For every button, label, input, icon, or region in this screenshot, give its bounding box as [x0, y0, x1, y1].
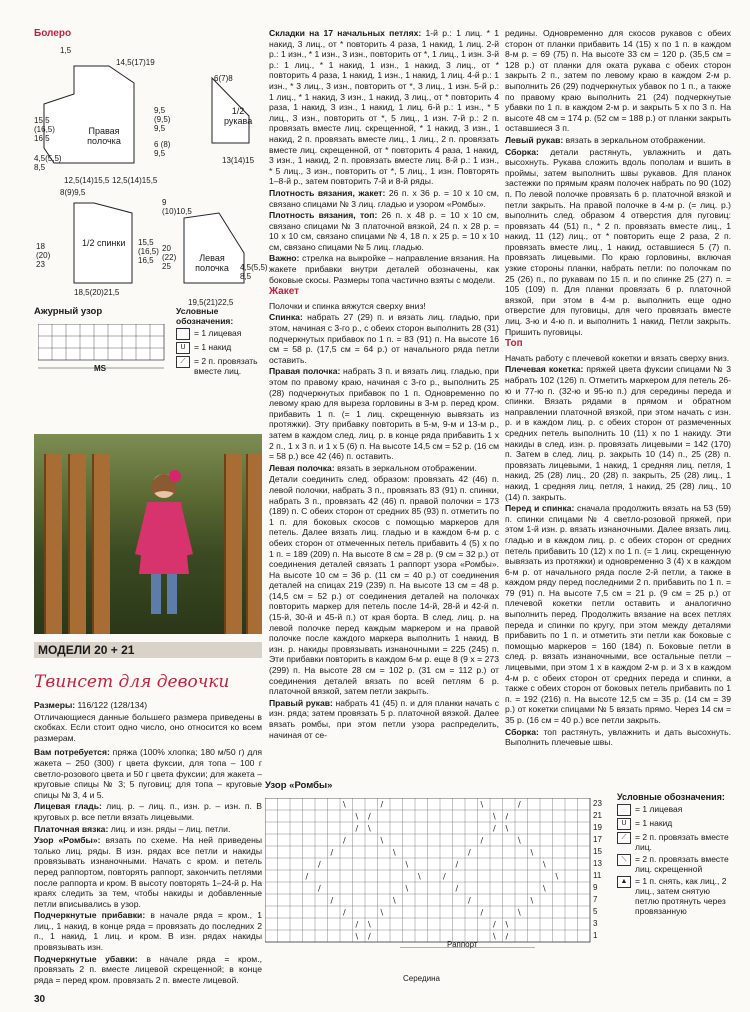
- row-number: 5: [593, 907, 598, 916]
- paragraph: Сборка: топ растянуть, увлажнить и дать высохнуть. Выполнить плечевые швы.: [505, 726, 731, 748]
- section-heading: Жакет: [269, 286, 300, 298]
- chart-symbol: /: [468, 848, 471, 857]
- dim: 9,5 (9,5) 9,5: [154, 106, 171, 133]
- dim: 18 (20) 23: [36, 242, 51, 269]
- chart-symbol: \: [405, 884, 409, 893]
- chart-symbol: /: [368, 812, 371, 821]
- chart-symbol: \: [480, 800, 484, 809]
- chart-symbol: \: [368, 920, 371, 929]
- chart-symbol: /: [355, 920, 359, 929]
- row-number: 15: [593, 847, 602, 856]
- chart-symbol: /: [330, 848, 334, 857]
- left-front-label: Левая полочка: [195, 253, 229, 273]
- chart-symbol: /: [493, 824, 496, 833]
- paragraph: Плотность вязания, жакет: 26 п. х 36 р. = 10 х 10 см, связано спицами № 3 лиц. гладью и узором «Ромбы».: [269, 187, 499, 209]
- dim: 6 (8) 9,5: [154, 140, 171, 158]
- row-number: 21: [593, 811, 602, 820]
- chart-symbol: \: [405, 860, 409, 869]
- row-number: 7: [593, 895, 598, 904]
- paragraph: Подчеркнутые прибавки: в начале ряда = кром., 1 лиц., 1 накид, в конце ряда = провязать до последних 2 п., 1 накид, 1 лиц. и кром. В изн. рядах накиды провязывать изн.: [34, 910, 262, 953]
- paragraph: Отличающиеся данные большего размера приведены в скобках. Если стоит одно число, оно относится ко всем размерам.: [34, 711, 262, 743]
- back-label: 1/2 спинки: [82, 238, 126, 248]
- legend-row: [176, 342, 262, 354]
- legend-text: = 2 п. провязать вместе лиц.: [194, 356, 258, 376]
- knit-icon: [617, 804, 631, 816]
- legend-text: = 1 лицевая: [194, 328, 242, 338]
- chart-symbol: /: [330, 896, 334, 905]
- paragraph: Плечевая кокетка: пряжей цвета фуксии спицами № 3 набрать 102 (126) п. Отметить маркером для петель 26-ю и 77-ю п. (32-ю и 95-ю п.) для середины переда и спинки. Вязать рядами в прямом и обратном направлении платочной вязкой, при этом начать с изн. р. и в каждом лиц. р. с обеих сторон от размеченных средних петель выполнить 10 (11) x по 1 накиду. Эти накиды в след. изн. р. провязать лицевыми = 142 (170) п. Затем в след. лиц. р. закрыть 10 (14) п., 25 (28) п. провязать лицевыми, 1 накид, 1 средняя лиц. петля, 1 накид, 25 (28) лиц., 20 (28) п. закрыть, 25 (28) лиц., 1 накид, 1 средняя лиц. петля, 1 накид, 25 (28) лиц., 10 (14) п. закрыть.: [505, 364, 731, 502]
- dim: 14,5(17)19: [116, 58, 155, 67]
- chart-symbol: \: [493, 932, 496, 941]
- chart-symbol: /: [318, 860, 321, 869]
- paragraph: редины. Одновременно для скосов рукавов с обеих сторон от планки прибавить 14 (15) х по 1 п. в каждом 8-м р. = 69 (75) п. На высоте 33 см = 120 р. (35,5 см = 128 р.) от планки для оката рукава с обеих сторон закрыть 2 п., затем по левому краю в каждом 2-м р. выполнить 26 (29) подчеркнутых убавок по 1 п., а также по правому краю выполнить 21 (24) подчеркнутые убавки по 1 п. в каждом 2-м р. и закрыть 5 х по 3 п. На высоте 48 см = 174 р. (52 см = 188 р.) от планки закрыть оставшиеся 3 п.: [505, 28, 731, 134]
- paragraph: Полочки и спинка вяжутся сверху вниз!: [269, 300, 426, 311]
- paragraph: Плотность вязания, топ: 26 п. х 48 р. = 10 х 10 см, связано спицами № 3 платочной вязкой, 24 п. х 28 р. = 10 х 10 см, связано спицами № 4, 18 п. х 25 р. = 10 х 10 см, связано спицами № 5 лиц. гладью.: [269, 210, 499, 252]
- lace-title: Ажурный узор: [34, 306, 103, 317]
- chart-symbol: /: [505, 812, 509, 821]
- chart-symbol: \: [530, 848, 534, 857]
- legend-text: = 1 накид: [635, 818, 673, 828]
- rapport-label: Раппорт: [447, 940, 478, 949]
- paragraph: Важно: стрелка на выкройке – направление вязания. На жакете прибавки внутри деталей обозначены, как боковые скосы. Размеры топа частично взяты с модели.: [269, 253, 499, 285]
- sleeve-label: 1/2 рукава: [224, 106, 253, 126]
- rhombus-title: Узор «Ромбы»: [265, 780, 333, 791]
- sk2p-icon: ▲: [617, 876, 631, 888]
- chart-symbol: \: [505, 920, 509, 929]
- chart-symbol: \: [555, 872, 559, 881]
- legend-row: [176, 356, 262, 376]
- chart-symbol: \: [418, 872, 421, 881]
- k2tog-tbl-icon: ⟍: [617, 854, 631, 866]
- chart-symbol: /: [380, 800, 384, 809]
- chart-symbol: \: [355, 812, 359, 821]
- chart-symbol: \: [393, 896, 396, 905]
- paragraph: Перед и спинка: сначала продолжить вязать на 53 (59) п. спинки спицами № 4 светло-розовой пряжей, при этом 1-й изн. р. вязать изнаночными. Далее вязать лиц. гладью и в каждом лиц. р. с обеих сторон от средних петель прибавить 10 (12) x по 1 п. (= 1 лиц. скрещенную вывязать из протяжки) и одновременно 3 (4) x в каждом 6-м р. от начального ряда после 2-й петли, а также в каждом ряду перед последними 2 п. прибавить по 1 п. = 79 (91) п. На высоте 7,5 см = 21 р. (9 см = 25 р.) от плечевой кокетки петли оставить и аналогично выполнить перед. Продолжить вязание на всех петлях переда и спинки по кругу, при этом между деталями прибавить по 1 п. и отметить эти петли как боковые с помощью маркеров = 160 (184) п. Боковые петли в след. р. вязать изнаночными, все остальные петли – лицевыми, при этом 1 х в каждом 2-м р. и 3 х в каждом 4-м р. с обеих сторон от средних переда и спинки, а также с обеих сторон от боковых петель прибавить по 1 п. = 192 (216) п. На высоте 12,5 см = 35 р. (14 см = 39 р.) от кокетки спицами № 5 вязать прямо. Через 14 см = 35 р. (16 см = 40 р.) все петли закрыть.: [505, 503, 731, 725]
- lace-legend: [176, 306, 262, 378]
- chart-symbol: /: [443, 872, 446, 881]
- column-3: [505, 28, 731, 749]
- dim: 6(7)8: [214, 74, 233, 83]
- paragraph: Размеры: 116/122 (128/134): [34, 700, 148, 710]
- dim: 12,5(14)15,5: [64, 176, 110, 185]
- paragraph: Складки на 17 начальных петлях: 1-й р.: 1 лиц. * 1 накид, 3 лиц., от * повторить 4 раза, 1 накид, 1 лиц. 2-й р.: 1 изн., * 1 изн., 3 изн., повторить от *, 1 лиц., 1 изн. 3-й р.: 1 лиц., * 1 накид, 1 изн., 1 накид, 3 лиц., от * повторить 4 раза, 1 накид, 1 изн., 1 накид, 1 лиц. 4-й р.: 1 изн., * 3 лиц., 3 изн., повторить от *, 3 лиц., 1 изн. 5-й р.: 1 лиц., * 1 накид, 3 изн., 1 накид, 3 лиц., от * повторить 4 раза, 1 накид, 3 изн., 1 накид, 1 лиц. 6-й р.: 1 изн., * 5 лиц., 3 изн., повторить от *, 5 лиц., 1 изн. 7-й р.: 2 п. провязать вместе лиц. скрещенной, * 1 накид, 3 изн., 1 накид, 2 п. провязать вместе лиц., 1 лиц., 2 п. провязать вместе лиц. скрещенной, от * повторить 4 раза, 1 накид, 3 изн., 1 накид, 2 п. провязать вместе лиц. 8-й р.: 1 изн., * 5 лиц., 3 изн., повторить от *, 5 лиц., 1 изн. Повторять 1–8-й р., затем повторить 7-й и 8-й ряды.: [269, 28, 499, 187]
- rhombus-section: [265, 780, 735, 1005]
- row-numbers: [593, 798, 602, 942]
- row-number: 1: [593, 931, 598, 940]
- chart-symbol: \: [380, 908, 384, 917]
- chart-symbol: \: [543, 860, 546, 869]
- chart-symbol: \: [530, 896, 534, 905]
- row-number: 17: [593, 835, 602, 844]
- chart-symbol: \: [518, 908, 521, 917]
- dim: 15,5 (16,5) 16,5: [138, 238, 159, 265]
- chart-symbol: /: [355, 824, 359, 833]
- paragraph: Сборка: детали растянуть, увлажнить и дать высохнуть. Рукава сложить вдоль пополам и вшить в проймы, затем выполнить швы рукавов. Для планок застежки по прямым краям полочек набрать по 90 (102) п. По левой полочке провязать 6 р. платочной вязкой и петли закрыть. На правой полочке в 4-м р. (= лиц. р.) выполнить след. образом 4 отверстия для пуговиц: провязать 44 (51) п., * 2 п. провязать вместе лиц., 1 накид, 11 (12) лиц., от * повторить еще 2 раза, 2 п. провязать вместе лиц., 1 накид, оставшиеся 5 (7) п. провязать лицевыми. По краю горловины, включая узкие стороны планки, набрать петли: по полочкам по 25 (26) п., по рукавам по 15 п. и по спинке 25 (27) п. = 105 (109) п. Для планки провязать 6 р. платочной вязкой, при этом в 4-м р. выполнить еще одно отверстие для пуговицы, для чего провязать вместе лиц. 3-ю и 4-ю п. и выполнить 1 накид. Петли закрыть. Пришить пуговицы.: [505, 146, 731, 337]
- paragraph: Лицевая гладь: лиц. р. – лиц. п., изн. р. – изн. п. В круговых р. все петли вязать лицевыми.: [34, 801, 262, 822]
- knit-icon: [176, 328, 190, 340]
- bolero-title: Болеро: [34, 28, 72, 39]
- chart-symbol: \: [543, 884, 546, 893]
- twinset-title: Твинсет для девочки: [34, 672, 230, 692]
- chart-symbol: /: [318, 884, 321, 893]
- section-heading: Топ: [505, 338, 523, 350]
- legend-text: = 1 лицевая: [635, 804, 683, 814]
- chart-symbol: /: [518, 800, 521, 809]
- legend-text: = 2 п. провязать вместе лиц. скрещенной: [635, 854, 729, 874]
- legend-row: [617, 854, 733, 874]
- bolero-schematics: [34, 28, 268, 307]
- legend-row: [617, 818, 733, 830]
- k2tog-icon: ⟋: [176, 356, 190, 368]
- paragraph: Правый рукав: набрать 41 (45) п. и для планки начать с изн. ряда; затем провязать 5 р. платочной вязкой. Далее вязать ромбы, при этом петли узора распределить, начиная от се-: [269, 697, 500, 740]
- chart-symbol: \: [518, 836, 521, 845]
- paragraph: Спинка: набрать 27 (29) п. и вязать лиц. гладью, при этом, начиная с 3-го р., с обеих сторон выполнить 28 (31) подчеркнутых прибавок по 1 п. = 83 (91) п. На высоте 16 см = 58 р. (17,5 см = 64 р.) от начального ряда петли оставить.: [269, 312, 499, 365]
- front-label: Правая полочка: [87, 126, 121, 146]
- rhombus-chart: [265, 798, 605, 948]
- chart-symbol: /: [368, 932, 371, 941]
- chart-symbol: /: [455, 884, 459, 893]
- chart-symbol: /: [480, 908, 484, 917]
- row-number: 3: [593, 919, 598, 928]
- column-1: [34, 700, 262, 986]
- dim: 20 (22) 25: [162, 244, 177, 271]
- chart-symbol: /: [493, 920, 496, 929]
- legend-row: [617, 832, 733, 852]
- dim: 19,5(21)22,5: [188, 298, 234, 307]
- paragraph: Вам потребуется: пряжа (100% хлопка; 180 м/50 г) для жакета – 250 (300) г цвета фуксии, для топа – 100 г светло-розового цвета и 50 г цвета фуксии; для жакета – круговые спицы № 3; 5 пуговиц; для топа – круговые спицы № 3, 4 и 5.: [34, 747, 262, 800]
- chart-symbol: \: [493, 812, 496, 821]
- girl-figure: [129, 464, 199, 624]
- legend-text: = 1 накид: [194, 342, 232, 352]
- chart-symbol: \: [393, 848, 396, 857]
- chart-symbol: /: [455, 860, 459, 869]
- legend-text: = 2 п. провязать вместе лиц.: [635, 832, 729, 852]
- dim: 8(9)9,5: [60, 188, 86, 197]
- lace-legend-title: Условные обозначения:: [176, 306, 234, 326]
- chart-symbol: \: [380, 836, 384, 845]
- chart-symbol: /: [343, 836, 346, 845]
- page-number: 30: [34, 994, 46, 1005]
- models-banner: МОДЕЛИ 20 + 21: [34, 642, 262, 658]
- row-number: 9: [593, 883, 598, 892]
- column-2: [269, 28, 499, 741]
- legend-text: = 1 п. снять, как лиц., 2 лиц., затем снятую петлю протянуть через провязанную: [635, 876, 727, 916]
- k2tog-icon: ⟋: [617, 832, 631, 844]
- chart-symbol: /: [468, 896, 471, 905]
- middle-label: Середина: [403, 974, 440, 983]
- dim: 4,5(5,5) 8,5: [240, 263, 268, 281]
- dim: 4,5(5,5) 8,5: [34, 154, 62, 172]
- dim: 9 (10)10,5: [162, 198, 192, 216]
- model-photo: [34, 434, 262, 634]
- paragraph: Платочная вязка: лиц. и изн. ряды – лиц. петли.: [34, 823, 231, 834]
- rhombus-legend-title: Условные обозначения:: [617, 792, 725, 802]
- dim: 15,5 (16,5) 16,5: [34, 116, 55, 143]
- lace-ms: MS: [94, 364, 106, 373]
- dim: 18,5(20)21,5: [74, 288, 120, 297]
- paragraph: Начать работу с плечевой кокетки и вязать сверху вниз.: [505, 352, 730, 363]
- lace-section: [34, 306, 262, 426]
- legend-row: [176, 328, 262, 340]
- chart-symbol: \: [505, 824, 509, 833]
- paragraph: Узор «Ромбы»: вязать по схеме. На ней приведены только лиц. ряды. В изн. рядах все петли и накиды провязывать изнаночными. Начать с кром. и петель перед раппортом, повторять раппорт, закончить петлями после раппорта и кром. В высоту повторять 1–24-й р. На краях следить за тем, чтобы накиды и добавленные петли вписывались в узор.: [34, 835, 263, 909]
- row-number: 13: [593, 859, 602, 868]
- legend-row: [617, 876, 733, 916]
- chart-symbol: /: [505, 932, 509, 941]
- paragraph: Подчеркнутые убавки: в начале ряда = кром., провязать 2 п. вместе лицевой скрещенной; в конце ряда = перед кром. провязать 2 п. вместе лицевой.: [34, 953, 262, 985]
- paragraph: Левый рукав: вязать в зеркальном отображении.: [505, 134, 706, 145]
- chart-symbol: /: [343, 908, 346, 917]
- row-number: 23: [593, 799, 602, 808]
- paragraph: Правая полочка: набрать 3 п. и вязать лиц. гладью, при этом по правому краю, начиная с 3-го р., выполнить 25 (28) подчеркнутых прибавок по 1 п. Одновременно по левому краю для выреза горловины в 3-м р. перед кром. прибавить 1 п. (= 1 лиц. скрещенную вывязать из протяжки). Эту прибавку повторить в 5-м, 9-м и 13-м р., затем в каждом след. лиц. р. в конце ряда прибавить 1 х 2 п., 1 х 3 п. и 1 х 5 (6) п. На высоте 14,5 см = 52 р. (16 см = 58 р.) все 42 (46) п. оставить.: [269, 366, 499, 462]
- dim: 13(14)15: [222, 156, 255, 165]
- legend-row: [617, 804, 733, 816]
- yarnover-icon: U: [617, 818, 631, 830]
- yarnover-icon: U: [176, 342, 190, 354]
- dim: 1,5: [60, 46, 72, 55]
- chart-symbol: \: [355, 932, 359, 941]
- chart-symbol: /: [480, 836, 484, 845]
- chart-symbol: \: [368, 824, 371, 833]
- chart-symbol: \: [343, 800, 346, 809]
- paragraph: Левая полочка: вязать в зеркальном отображении.: [269, 462, 477, 473]
- rhombus-legend: [617, 792, 733, 918]
- paragraph: Детали соединить след. образом: провязать 42 (46) п. левой полочки, набрать 3 п., провязать 83 (91) п. спинки, набрать 3 п., провязать 42 (46) п. правой полочки = 173 (189) п. С обеих сторон от средних 85 (93) п. отметить по 1 п. для боковых скосов с помощью маркеров для петель. Далее вязать лиц. гладью и в каждом 6-м р. с обеих сторон от отмеченных петель прибавить 4 (5) x по 1 п. = 189 (209) п. На высоте 8 см = 28 р. (9 см = 32 р.) от соединения деталей связать 1 раппорт узора «Ромбы». На высоте 10 см = 36 р. (11 см = 40 р.) от соединения деталей на спицах 219 (239) п. На высоте 13 см = 48 р. (14,5 см = 52 р.) от соединения деталей на полочках повторить маркер для петель после 14-й, 28-й и 42-й п. (15-й, 30-й и 45-й п.) от края борта. В след. лиц. р. на левой полочке перед каждым маркером и на правой полочке после каждого маркера выполнить 1 накид. В изн. р. накиды провязывать изнаночными = 225 (245) п. Эти прибавки повторить в каждом 6-м р. еще 8 (9 х = 273 (299) п. На высоте 28 см = 102 р. (31 см = 112 р.) от соединения деталей вязать по всей петлям 6 р. платочной вязкой, затем петли закрыть.: [269, 474, 499, 697]
- row-number: 19: [593, 823, 602, 832]
- chart-symbol: /: [305, 872, 309, 881]
- lace-chart: [38, 324, 168, 384]
- row-number: 11: [593, 871, 602, 880]
- dim: 12,5(14)15,5: [112, 176, 158, 185]
